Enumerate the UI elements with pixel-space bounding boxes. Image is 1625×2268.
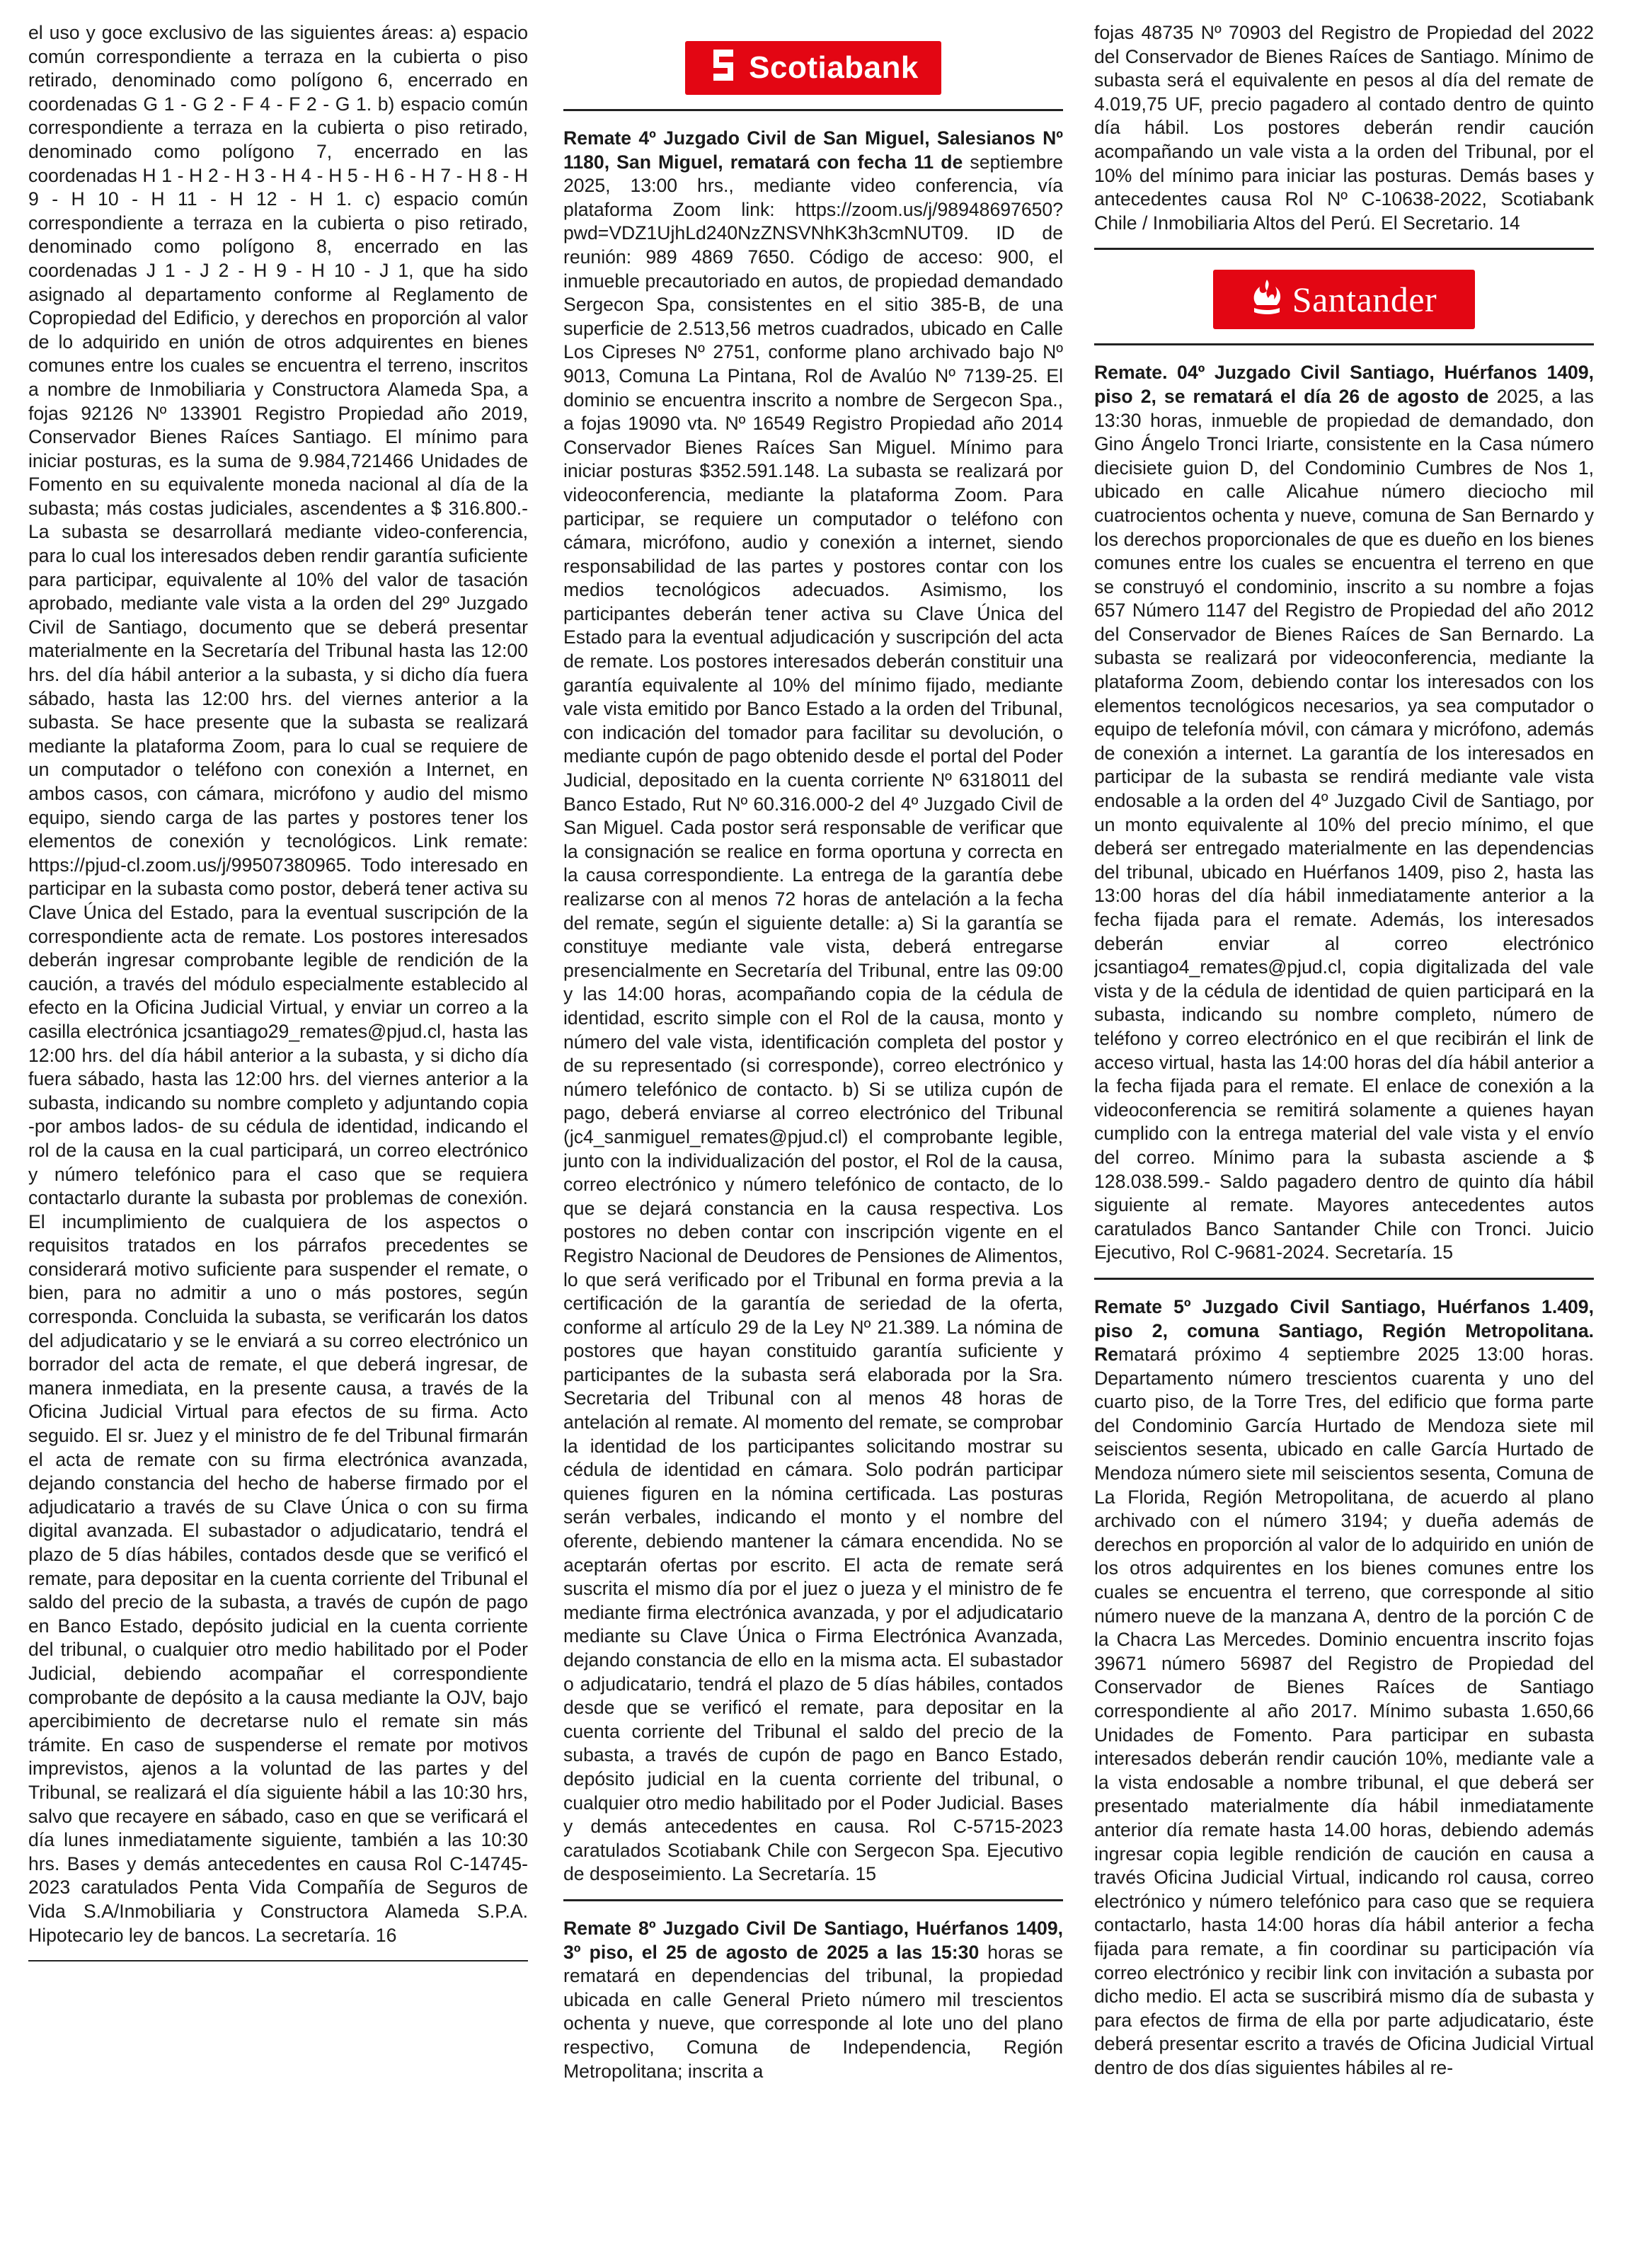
scotiabank-logo-text: Scotiabank	[749, 50, 919, 86]
notice-lead: Remate. 04º Juzgado Civil Santiago, Huérfanos 1409, piso 2, se rematará el día 26 de agosto de	[1094, 362, 1594, 407]
scotiabank-s-icon	[708, 47, 739, 90]
notice-continuation: el uso y goce exclusivo de las siguientes áreas: a) espacio común correspondiente a terraza en la cubierta o piso retirado, denominado como polígono 6, encerrado en coordenadas G 1 - G 2 - F 4 - F 2 - G 1. b) espacio común correspondiente a terraza en la cubierta o piso retirado, denominado como polígono 7, encerrado en las coordenadas H 1 - H 2 - H 3 - H 4 - H 5 - H 6 - H 7 - H 8 - H 9 - H 10 - H 11 - H 12 - H 1. c) espacio común correspondiente a terraza en la cubierta o piso retirado, denominado como polígono 8, encerrado en las coordenadas J 1 - J 2 - H 9 - H 10 - J 1, que ha sido asignado al departamento conforme al Reglamento de Copropiedad del Edificio, y derechos en proporción al valor de lo adquirido en unión de otros adquirentes en bienes comunes entre los cuales se encuentra el terreno, inscritos a nombre de Inmobiliaria y Constructora Alameda Spa, a fojas 92126 Nº 133901 Registro Propiedad año 2019, Conservador Bienes Raíces Santiago. El mínimo para iniciar posturas, es la suma de 9.984,721466 Unidades de Fomento en su equivalente moneda nacional al día de la subasta; más costas judiciales, ascendentes a $ 316.800.- La subasta se desarrollará mediante video-conferencia, para lo cual los interesados deben rendir garantía suficiente para participar, equivalente al 10% del valor de tasación aprobado, mediante vale vista a la orden del 29º Juzgado Civil de Santiago, documento que se deberá presentar materialmente en la Secretaría del Tribunal hasta las 12:00 hrs. del día hábil anterior a la subasta, y si dicho día fuera sábado, hasta las 12:00 hrs. del viernes anterior a la subasta. Se hace presente que la subasta se realizará mediante la plataforma Zoom, para lo cual se requiere de un computador o teléfono con conexión a Internet, en ambos casos, con cámara, micrófono y audio del mismo equipo, siendo carga de las partes y postores tener los elementos de conexión y tecnológicos. Link remate: https://pjud-cl.zoom.us/j/99507380965. Todo interesado en participar en la subasta como postor, deberá tener activa su Clave Única del Estado, para la eventual suscripción de la correspondiente acta de remate. Los postores interesados deberán ingresar comprobante legible de rendición de la caución, a través del módulo especialmente establecido al efecto en la Oficina Judicial Virtual, y enviar un correo a la casilla electrónica jcsantiago29_remates@pjud.cl, hasta las 12:00 hrs. del día hábil anterior a la subasta, y si dicho día fuera sábado, hasta las 12:00 hrs. del viernes anterior a la subasta, indicando su nombre completo y adjuntando copia -por ambos lados- de su cédula de identidad, indicando el rol de la causa en la cual participará, un correo electrónico y número telefónico para el caso que se requiera contactarlo durante la subasta por problemas de conexión. El incumplimiento de cualquiera de los aspectos o requisitos tratados en los párrafos precedentes se considerará motivo suficiente para suspender el remate, o bien, para no admitir a uno o más postores, según corresponda. Concluida la subasta, se verificarán los datos del adjudicatario y se le enviará a su correo electrónico un borrador del acta de remate, el que deberá ingresar, de manera inmediata, en la presente causa, a través de la Oficina Judicial Virtual para efectos de su firma. Acto seguido. El sr. Juez y el ministro de fe del Tribunal firmarán el acta de remate con su firma electrónica avanzada, dejando constancia del hecho de haberse firmado por el adjudicatario a través de su Clave Única o con su firma digital avanzada. El subastador o adjudicatario, tendrá el plazo de 5 días hábiles, contados desde que se verificó el remate, para depositar en la cuenta corriente del Tribunal el saldo del precio de la subasta, a través de cupón de pago en Banco Estado, depósito judicial en la cuenta corriente del tribunal, o cualquier otro medio habilitado por el Poder Judicial, debiendo acompañar el correspondiente comprobante de depósito a la causa mediante la OJV, bajo apercibimiento de decretarse nulo el remate sin más trámite. En caso de suspenderse el remate por motivos imprevistos, ajenos a la voluntad de las partes y del Tribunal, se realizará el día siguiente hábil a las 10:30 hrs, salvo que recayere en sábado, caso en que se verificará el día lunes inmediatamente siguiente, también a las 10:30 hrs. Bases y demás antecedentes en causa Rol C-14745-2023 caratulados Penta Vida Compañía de Seguros de Vida S.A/Inmobiliaria y Constructora Alameda S.P.A. Hipotecario ley de bancos. La secretaría. 16	[28, 22, 528, 1946]
section-rule	[1094, 248, 1594, 250]
notice-lead: Remate 5º Juzgado Civil Santiago, Huérfanos 1.409, piso 2, comuna Santiago, Región Metropolitana. Re	[1094, 1295, 1594, 1365]
santander-flame-icon	[1251, 278, 1282, 321]
column-3	[1094, 21, 1594, 2268]
notice-lead: Remate 4º Juzgado Civil de San Miguel, Salesianos Nº 1180, San Miguel, rematará con fecha 11 de	[563, 127, 1063, 173]
section-rule	[1094, 1278, 1594, 1280]
santander-logo-text: Santander	[1292, 279, 1437, 319]
column-end-rule	[28, 1960, 528, 1961]
section-rule	[1094, 343, 1594, 345]
notice-body: 2025, a las 13:30 horas, inmueble de propiedad de demandado, don Gino Ángelo Tronci Iriarte, consistente en la Casa número diecisiete guion D, del Condominio Cumbres de Nos 1, ubicado en calle Alicahue número dieciocho mil cuatrocientos ochenta y nueve, comuna de San Bernardo y los derechos proporcionales de que es dueño en los bienes comunes entre los cuales se encuentra el terreno en que se construyó el condominio, inscrito a su nombre a fojas 657 Número 1147 del Registro de Propiedad del año 2012 del Conservador de Bienes Raíces de San Bernardo. La subasta se realizará por videoconferencia, mediante la plataforma Zoom, debiendo contar los interesados con los elementos tecnológicos necesarios, ya sea computador o equipo de telefonía móvil, con cámara y micrófono, además de conexión a internet. La garantía de los interesados en participar de la subasta se rendirá mediante vale vista endosable a la orden del 4º Juzgado Civil de Santiago, por un monto equivalente al 10% del precio mínimo, el que deberá ser entregado materialmente en las dependencias del tribunal, ubicado en Huérfanos 1409, piso 2, hasta las 13:00 horas del día hábil inmediatamente anterior a la fecha fijada para el remate. Además, los interesados deberán enviar al correo electrónico jcsantiago4_remates@pjud.cl, copia digitalizada del vale vista y de la cédula de identidad de quien participará en la subasta, indicando su nombre completo, número de teléfono y correo electrónico en el que recibirán el link de acceso virtual, hasta las 14:00 horas del día hábil anterior a la fecha fijada para el remate. El enlace de conexión a la videoconferencia se remitirá solamente a quienes hayan cumplido con la entrega material del vale vista y el envío del correo. Mínimo para la subasta asciende a $ 128.038.599.- Saldo pagadero dentro de quinto día hábil siguiente al remate. Mayores antecedentes autos caratulados Banco Santander Chile con Tronci. Juicio Ejecutivo, Rol C-9681-2024. Secretaría. 15	[1094, 385, 1594, 1264]
santander-logo	[1213, 270, 1475, 329]
notice-body: septiembre 2025, 13:00 hrs., mediante video conferencia, vía plataforma Zoom link: https://zoom.us/j/98948697650?pwd=VDZ1UjhLd240NzZNSVNhK3h3cmNUT09. ID de reunión: 989 4869 7650. Código de acceso: 900, el inmueble precautoriado en autos, de propiedad demandado Sergecon Spa, consistentes en el sitio 385-B, de una superficie de 2.513,56 metros cuadrados, ubicado en Calle Los Cipreses Nº 2751, conforme plano archivado bajo Nº 9013, Comuna La Pintana, Rol de Avalúo Nº 7139-25. El dominio se encuentra inscrito a nombre de Sergecon Spa., a fojas 19090 vta. Nº 16549 Registro Propiedad año 2014 Conservador Bienes Raíces San Miguel. Mínimo para iniciar posturas $352.591.148. La subasta se realizará por videoconferencia, mediante la plataforma Zoom. Para participar, se requiere un computador o teléfono con cámara, micrófono, audio y conexión a internet, siendo responsabilidad de las partes y postores contar con los medios tecnológicos adecuados. Asimismo, los participantes deberán tener activa su Clave Única del Estado para la eventual adjudicación y suscripción del acta de remate. Los postores interesados deberán constituir una garantía equivalente al 10% del mínimo fijado, mediante vale vista emitido por Banco Estado a la orden del Tribunal, con indicación del tomador para facilitar su devolución, o mediante cupón de pago obtenido desde el portal del Poder Judicial, depositado en la cuenta corriente Nº 6318011 del Banco Estado, Rut Nº 60.316.000-2 del 4º Juzgado Civil de San Miguel. Cada postor será responsable de verificar que la consignación se realice en forma oportuna y correcta en la causa correspondiente. La entrega de la garantía debe realizarse con al menos 72 horas de antelación a la fecha del remate, según el siguiente detalle: a) Si la garantía se constituye mediante vale vista, deberá entregarse presencialmente en Secretaría del Tribunal, entre las 09:00 y las 14:00 horas, acompañando copia de la cédula de identidad, escrito simple con el Rol de la causa, monto y número del vale vista, identificación completa del postor y de su representado (si corresponde), correo electrónico y número telefónico de contacto. b) Si se utiliza cupón de pago, deberá enviarse al correo electrónico del Tribunal (jc4_sanmiguel_remates@pjud.cl) el comprobante legible, junto con la individualización del postor, el Rol de la causa, correo electrónico y número telefónico de contacto, de lo que se dejará constancia en la causa respectiva. Los postores no deben contar con inscripción vigente en el Registro Nacional de Deudores de Pensiones de Alimentos, lo que será verificado por el Tribunal en forma previa a la certificación de la garantía de seriedad de la oferta, conforme al artículo 29 de la Ley Nº 21.389. La nómina de postores que hayan constituido garantía suficiente y participantes de la subasta será elaborada por la Sra. Secretaria del Tribunal con al menos 48 horas de antelación al remate. Al momento del remate, se comprobar la identidad de los participantes solicitando mostrar su cédula de identidad en cámara. Solo podrán participar quienes figuren en la nómina certificada. Las posturas serán verbales, indicando el monto y el nombre del oferente, debiendo mantener la cámara encendida. No se aceptarán ofertas por escrito. El acta de remate será suscrita el mismo día por el juez o jueza y el ministro de fe mediante firma electrónica avanzada, y por el adjudicatario mediante su Clave Única o Firma Electrónica Avanzada, dejando constancia de ello en la misma acta. El subastador o adjudicatario, tendrá el plazo de 5 días hábiles, contados desde que se verificó el remate, para depositar en la cuenta corriente del Tribunal el saldo del precio de la subasta, a través de cupón de pago en Banco Estado, depósito judicial en la cuenta corriente del tribunal, o cualquier otro medio habilitado por el Poder Judicial. Bases y demás antecedentes en causa. Rol C-5715-2023 caratulados Scotiabank Chile con Sergecon Spa. Ejecutivo de desposeimiento. La Secretaría. 15	[563, 151, 1063, 1885]
notice-5-juzgado	[1094, 1295, 1594, 2080]
section-rule	[563, 1899, 1063, 1901]
column-1	[28, 21, 528, 2268]
notice-body: matará próximo 4 septiembre 2025 13:00 horas. Departamento número trescientos cuarenta y uno del cuarto piso, de la Torre Tres, del edificio que forma parte del Condominio García Hurtado de Mendoza siete mil seiscientos sesenta, ubicado en calle García Hurtado de Mendoza número siete mil seiscientos sesenta, Comuna de La Florida, Región Metropolitana, de acuerdo al plano archivado con el número 3194; y dueña además de derechos en proporción al valor de lo adquirido en unión de los otros adquirentes en los bienes comunes entre los cuales se encuentra el terreno, que corresponde al sitio número nueve de la manzana A, dentro de la porción C de la Chacra Las Mercedes. Dominio encuentra inscrito fojas 39671 número 56987 del Registro de Propiedad del Conservador de Bienes Raíces de Santiago correspondiente al año 2017. Mínimo subasta 1.650,66 Unidades de Fomento. Para participar en subasta interesados deberán rendir caución 10%, mediante vale a la vista endosable a nombre tribunal, el que deberá ser presentado materialmente día hábil inmediatamente anterior día remate hasta 14.00 horas, debiendo además ingresar copia legible rendición de caución en causa a través Oficina Judicial Virtual, indicando rol causa, correo electrónico y número telefónico para caso que se requiera contactarlo, hasta 14:00 horas día hábil anterior a fecha fijada para remate, a fin coordinar su participación vía correo electrónico y recibir link con invitación a subasta por dicho medio. El acta se suscribirá mismo día de subasta y para efectos de firma de ella por parte adjudicatario, éste deberá presentar escrito a través de Oficina Judicial Virtual dentro de dos días siguientes hábiles al re-	[1094, 1344, 1594, 2078]
scotiabank-logo	[685, 41, 941, 95]
notice-santander-4-juzgado	[1094, 361, 1594, 1265]
column-2	[563, 21, 1063, 2268]
notice-8-juzgado	[563, 1917, 1063, 2083]
notice-lead: Remate 8º Juzgado Civil De Santiago, Huérfanos 1409, 3º piso, el 25 de agosto de 2025 a las 15:30	[563, 1917, 1063, 1963]
notice-continuation: fojas 48735 Nº 70903 del Registro de Propiedad del 2022 del Conservador de Bienes Raíces de Santiago. Mínimo de subasta será el equivalente en pesos al día del remate de 4.019,75 UF, precio pagadero al contado dentro de quinto día hábil. Los postores deberán rendir caución acompañando un vale vista a la orden del Tribunal, por el 10% del mínimo para iniciar las posturas. Demás bases y antecedentes causa Rol Nº C-10638-2022, Scotiabank Chile / Inmobiliaria Altos del Perú. El Secretario. 14	[1094, 22, 1594, 234]
section-rule	[563, 109, 1063, 111]
notice-body: horas se rematará en dependencias del tribunal, la propiedad ubicada en calle General Prieto número mil trescientos ochenta y nueve, que corresponde al lote uno del plano respectivo, Comuna de Independencia, Región Metropolitana; inscrita a	[563, 1941, 1063, 2082]
notice-scotiabank-san-miguel	[563, 127, 1063, 1886]
